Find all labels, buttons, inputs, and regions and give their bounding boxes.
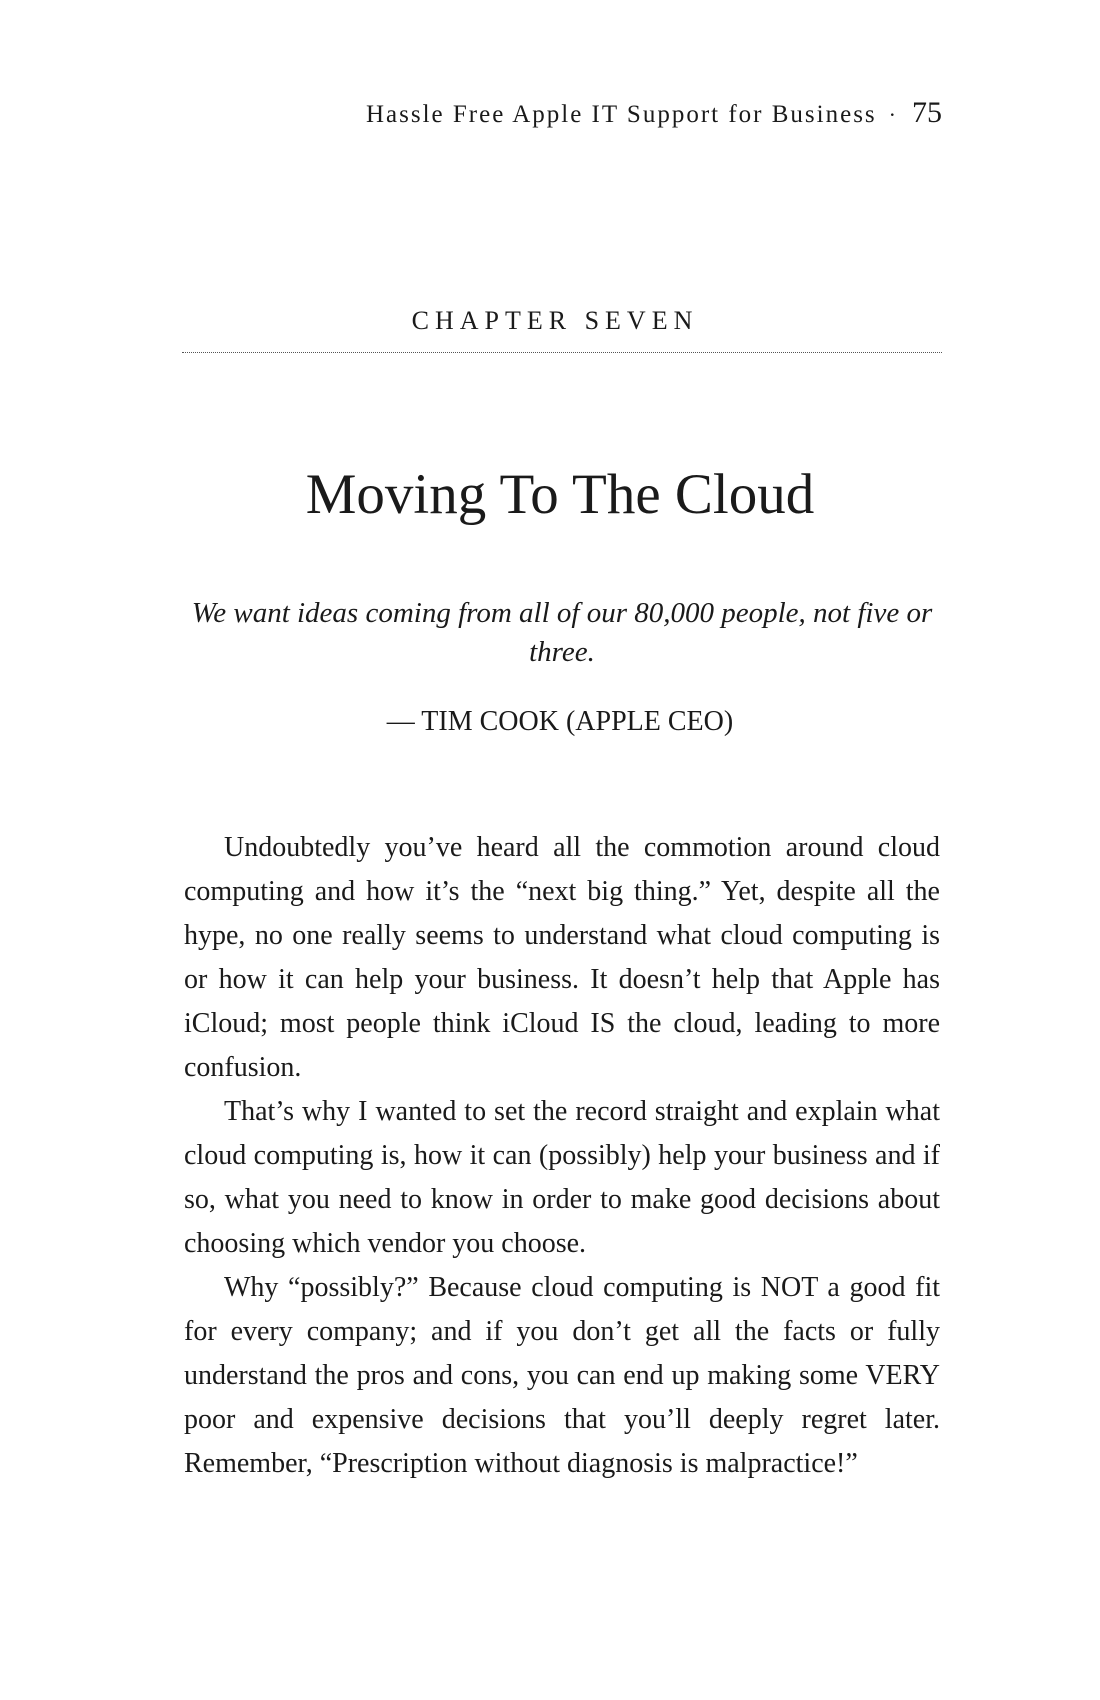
chapter-divider [182, 352, 942, 353]
body-paragraph: Why “possibly?” Because cloud computing is NOT a good fit for every company; and if you don’t get all the facts or fully understand the pros and cons, you can end up making some VERY poor and expensive decisions that you’ll deeply regret later. Remember, “Prescription without diagnosis is malpractice!” [184, 1272, 940, 1479]
body-paragraph: That’s why I wanted to set the record straight and explain what cloud computing is, how it can (possibly) help your business and if so, what you need to know in order to make good decisions about choosing which vendor you choose. [184, 1096, 940, 1259]
body-paragraph: Undoubtedly you’ve heard all the commotion around cloud computing and how it’s the “next big thing.” Yet, despite all the hype, no one really seems to understand what cloud computing is or how it can help your business. It doesn’t help that Apple has iCloud; most people think iCloud IS the cloud, leading to more confusion. [184, 832, 940, 1083]
page-number: 75 [912, 96, 942, 129]
running-header [366, 96, 942, 130]
body-text [184, 826, 940, 1486]
chapter-label: CHAPTER SEVEN [411, 306, 699, 335]
epigraph-quote: We want ideas coming from all of our 80,000 people, not five or three. [191, 597, 933, 668]
epigraph-attribution: — TIM COOK (APPLE CEO) [386, 706, 734, 737]
running-header-separator: · [888, 102, 896, 127]
chapter-title: Moving To The Cloud [305, 463, 815, 526]
running-header-title: Hassle Free Apple IT Support for Business [366, 101, 877, 128]
